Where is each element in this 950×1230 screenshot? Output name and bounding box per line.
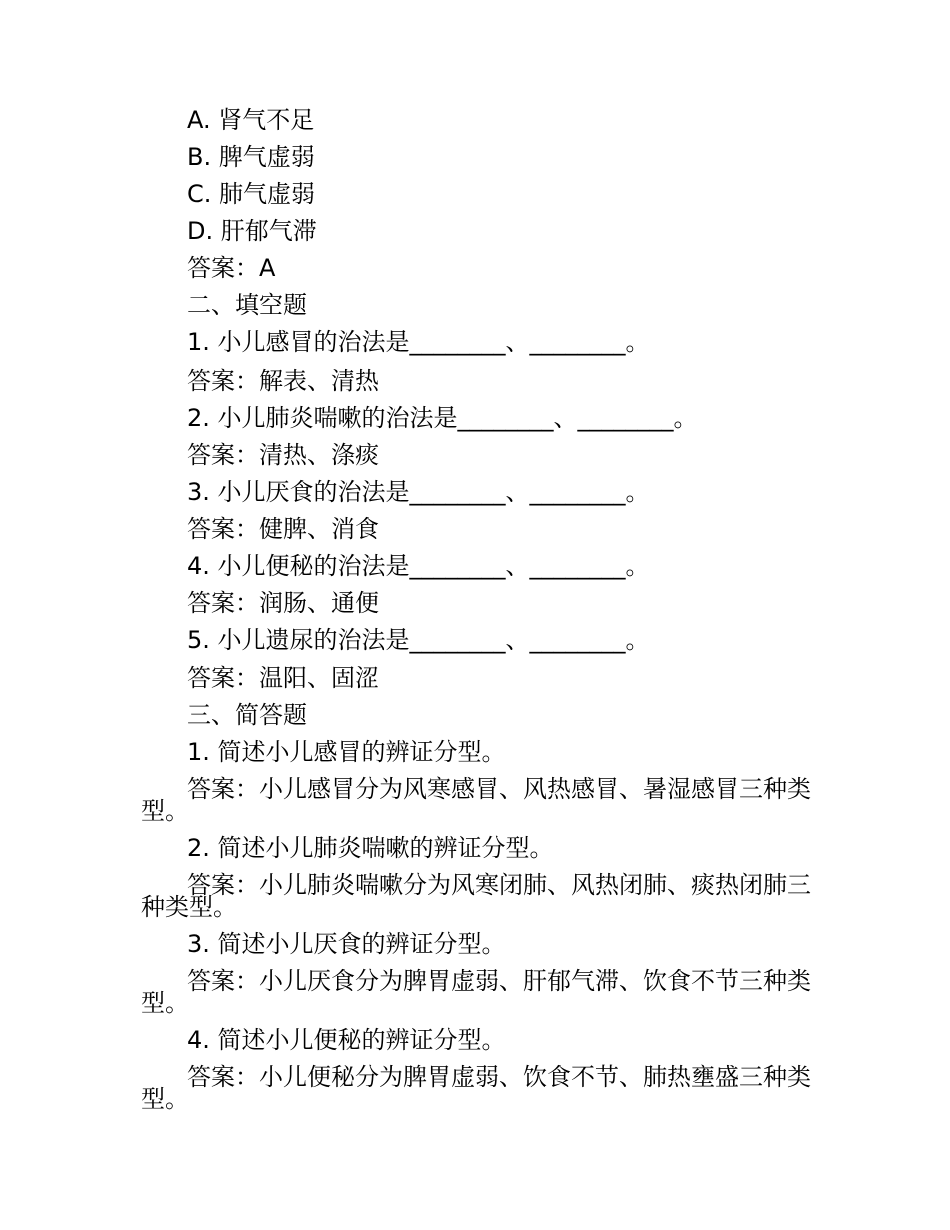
option-d: D. 肝郁气滞 <box>187 217 317 245</box>
short-answer-question-1: 1. 简述小儿感冒的辨证分型。 <box>187 738 506 766</box>
short-answer-answer-1: 答案：小儿感冒分为风寒感冒、风热感冒、暑湿感冒三种类型。 <box>141 775 811 825</box>
short-answer-question-3: 3. 简述小儿厌食的辨证分型。 <box>187 930 506 958</box>
fill-blank-heading: 二、填空题 <box>187 291 307 319</box>
fill-blank-question-3: 3. 小儿厌食的治法是________、________。 <box>187 478 650 506</box>
mc-answer: 答案：A <box>187 254 276 282</box>
fill-blank-answer-2: 答案：清热、涤痰 <box>187 441 379 469</box>
short-answer-question-4: 4. 简述小儿便秘的辨证分型。 <box>187 1026 506 1054</box>
fill-blank-answer-3: 答案：健脾、消食 <box>187 515 379 543</box>
option-c: C. 肺气虚弱 <box>187 180 316 208</box>
short-answer-answer-2: 答案：小儿肺炎喘嗽分为风寒闭肺、风热闭肺、痰热闭肺三种类型。 <box>141 871 811 921</box>
option-b: B. 脾气虚弱 <box>187 143 315 171</box>
fill-blank-question-1: 1. 小儿感冒的治法是________、________。 <box>187 328 650 356</box>
fill-blank-answer-4: 答案：润肠、通便 <box>187 589 379 617</box>
short-answer-question-2: 2. 简述小儿肺炎喘嗽的辨证分型。 <box>187 834 554 862</box>
short-answer-answer-3: 答案：小儿厌食分为脾胃虚弱、肝郁气滞、饮食不节三种类型。 <box>141 967 811 1017</box>
option-a: A. 肾气不足 <box>187 106 315 134</box>
short-answer-answer-4: 答案：小儿便秘分为脾胃虚弱、饮食不节、肺热壅盛三种类型。 <box>141 1063 811 1113</box>
short-answer-heading: 三、简答题 <box>187 701 307 729</box>
fill-blank-question-4: 4. 小儿便秘的治法是________、________。 <box>187 552 650 580</box>
fill-blank-question-5: 5. 小儿遗尿的治法是________、________。 <box>187 626 650 654</box>
fill-blank-answer-5: 答案：温阳、固涩 <box>187 664 379 692</box>
fill-blank-question-2: 2. 小儿肺炎喘嗽的治法是________、________。 <box>187 404 698 432</box>
fill-blank-answer-1: 答案：解表、清热 <box>187 367 379 395</box>
